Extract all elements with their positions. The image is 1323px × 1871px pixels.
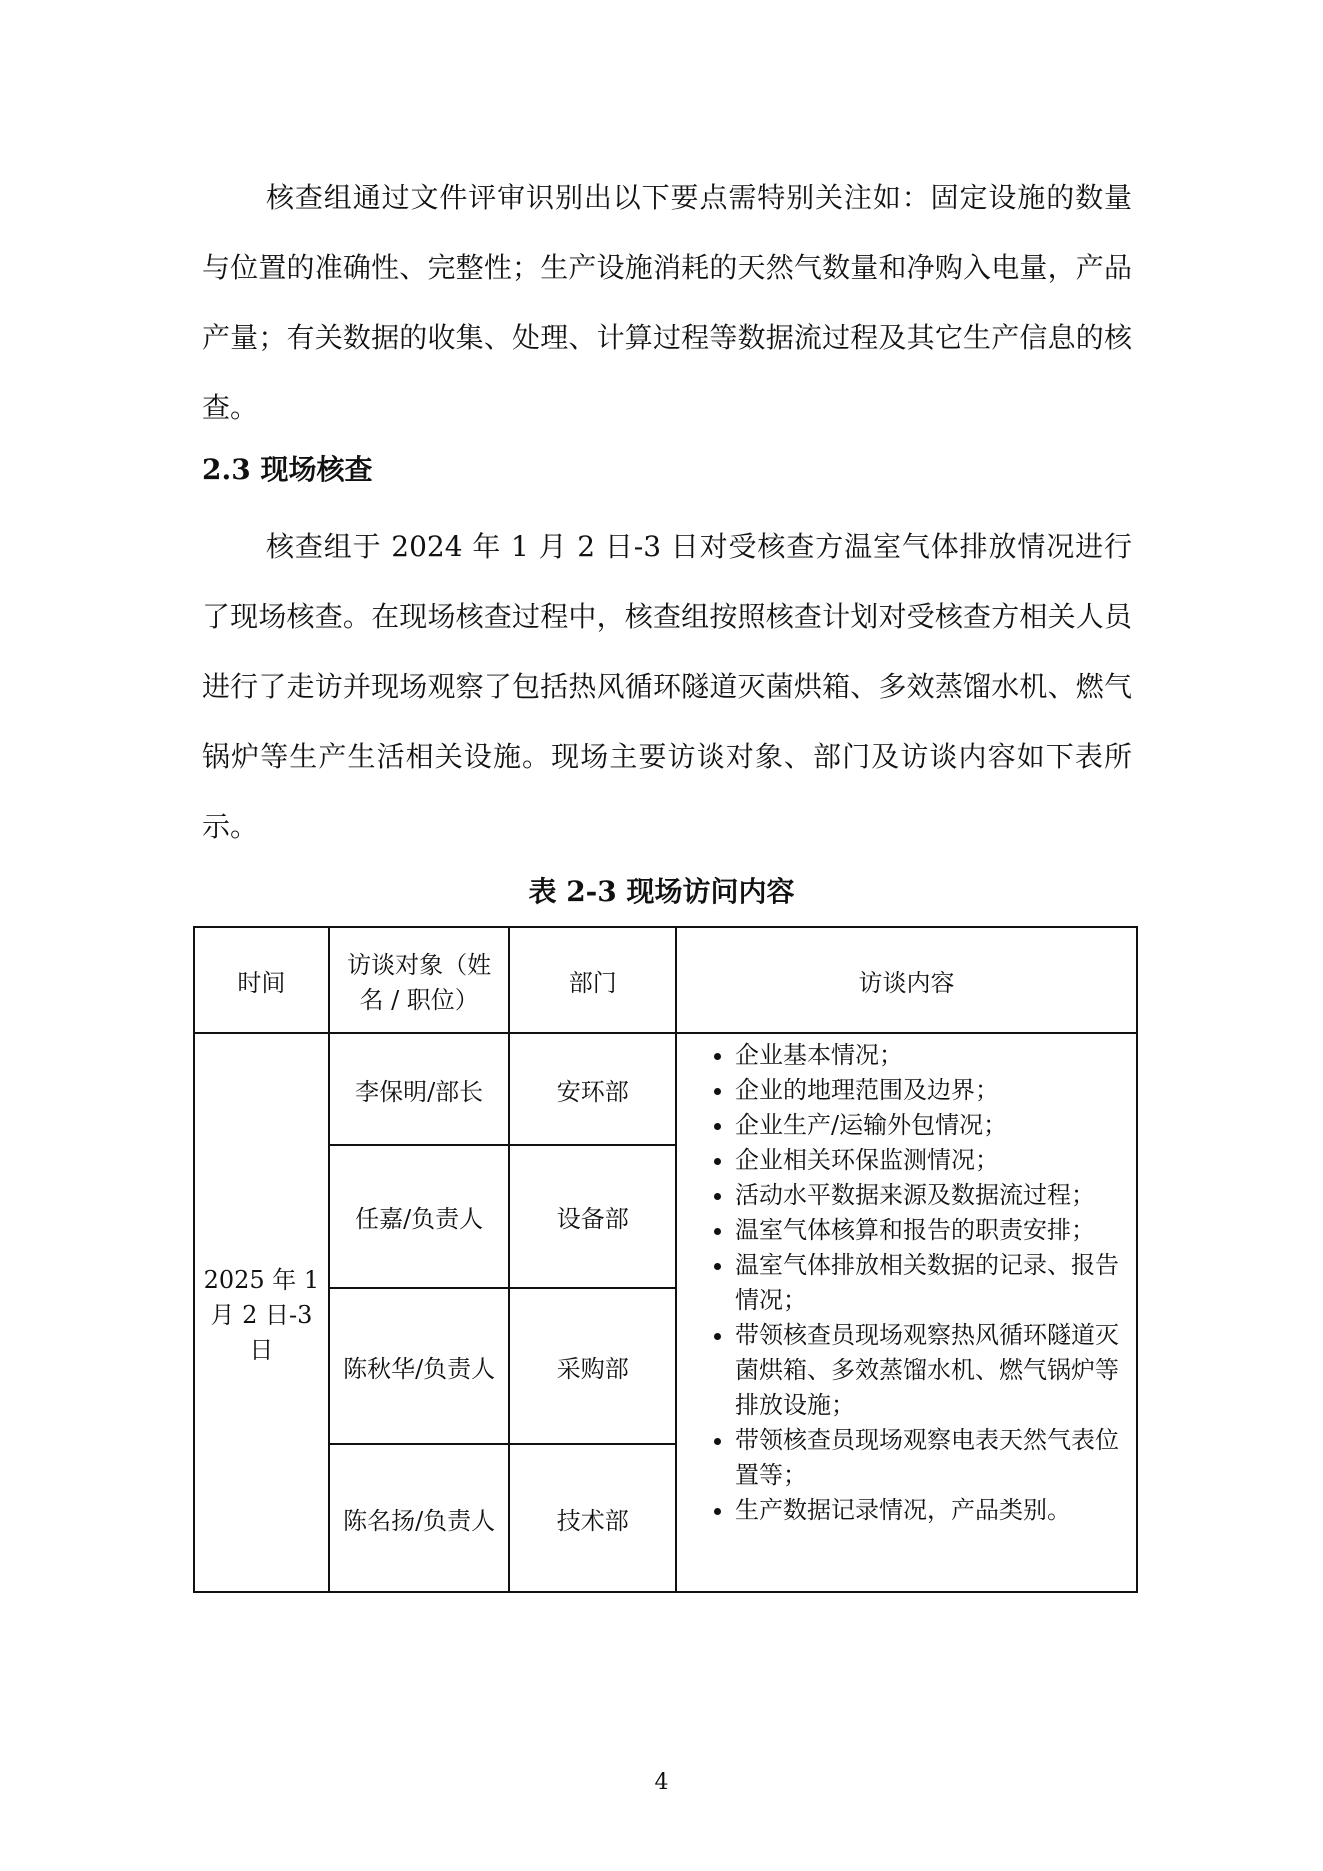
content-list-item: • 带领核查员现场观察热风循环隧道灭菌烘箱、多效蒸馏水机、燃气锅炉等排放设施； [735, 1318, 1126, 1423]
header-department: 部门 [509, 927, 676, 1033]
time-cell: 2025 年 1 月 2 日-3 日 [194, 1033, 329, 1592]
intro-paragraph: 核查组通过文件评审识别出以下要点需特别关注如：固定设施的数量与位置的准确性、完整性；生产设施消耗的天然气数量和净购入电量，产品产量；有关数据的收集、处理、计算过程等数据流过程及其它生产信息的核查。 [202, 181, 1132, 424]
section-heading: 2.3 现场核查 [202, 453, 373, 486]
header-time: 时间 [194, 927, 329, 1033]
content-list-item: • 企业相关环保监测情况； [735, 1143, 1126, 1178]
content-list-item: • 企业基本情况； [735, 1038, 1126, 1073]
person-cell: 陈名扬/负责人 [329, 1444, 510, 1592]
person-cell: 陈秋华/负责人 [329, 1288, 510, 1444]
content-list-item: • 温室气体排放相关数据的记录、报告情况； [735, 1248, 1126, 1318]
content-list-item: • 企业生产/运输外包情况； [735, 1108, 1126, 1143]
table-row [194, 1033, 1137, 1145]
department-cell: 技术部 [509, 1444, 676, 1592]
content-list-item: • 生产数据记录情况，产品类别。 [735, 1493, 1126, 1528]
header-interviewee: 访谈对象（姓名 / 职位） [329, 927, 510, 1033]
content-cell [676, 1033, 1137, 1592]
interview-table [193, 926, 1138, 1593]
content-list-item: • 活动水平数据来源及数据流过程； [735, 1178, 1126, 1213]
page-number: 4 [654, 1770, 669, 1795]
header-content: 访谈内容 [676, 927, 1137, 1033]
department-cell: 安环部 [509, 1033, 676, 1145]
table-header-row [194, 927, 1137, 1033]
content-list [707, 1038, 1126, 1528]
person-cell: 李保明/部长 [329, 1033, 510, 1145]
department-cell: 采购部 [509, 1288, 676, 1444]
content-list-item: • 企业的地理范围及边界； [735, 1073, 1126, 1108]
person-cell: 任嘉/负责人 [329, 1145, 510, 1288]
onsite-paragraph: 核查组于 2024 年 1 月 2 日-3 日对受核查方温室气体排放情况进行了现场核查。在现场核查过程中，核查组按照核查计划对受核查方相关人员进行了走访并现场观察了包括热风循环隧道灭菌烘箱、多效蒸馏水机、燃气锅炉等生产生活相关设施。现场主要访谈对象、部门及访谈内容如下表所示。 [202, 530, 1132, 843]
content-list-item: • 温室气体核算和报告的职责安排； [735, 1213, 1126, 1248]
department-cell: 设备部 [509, 1145, 676, 1288]
content-list-item: • 带领核查员现场观察电表天然气表位置等； [735, 1423, 1126, 1493]
table-caption: 表 2-3 现场访问内容 [528, 875, 795, 908]
